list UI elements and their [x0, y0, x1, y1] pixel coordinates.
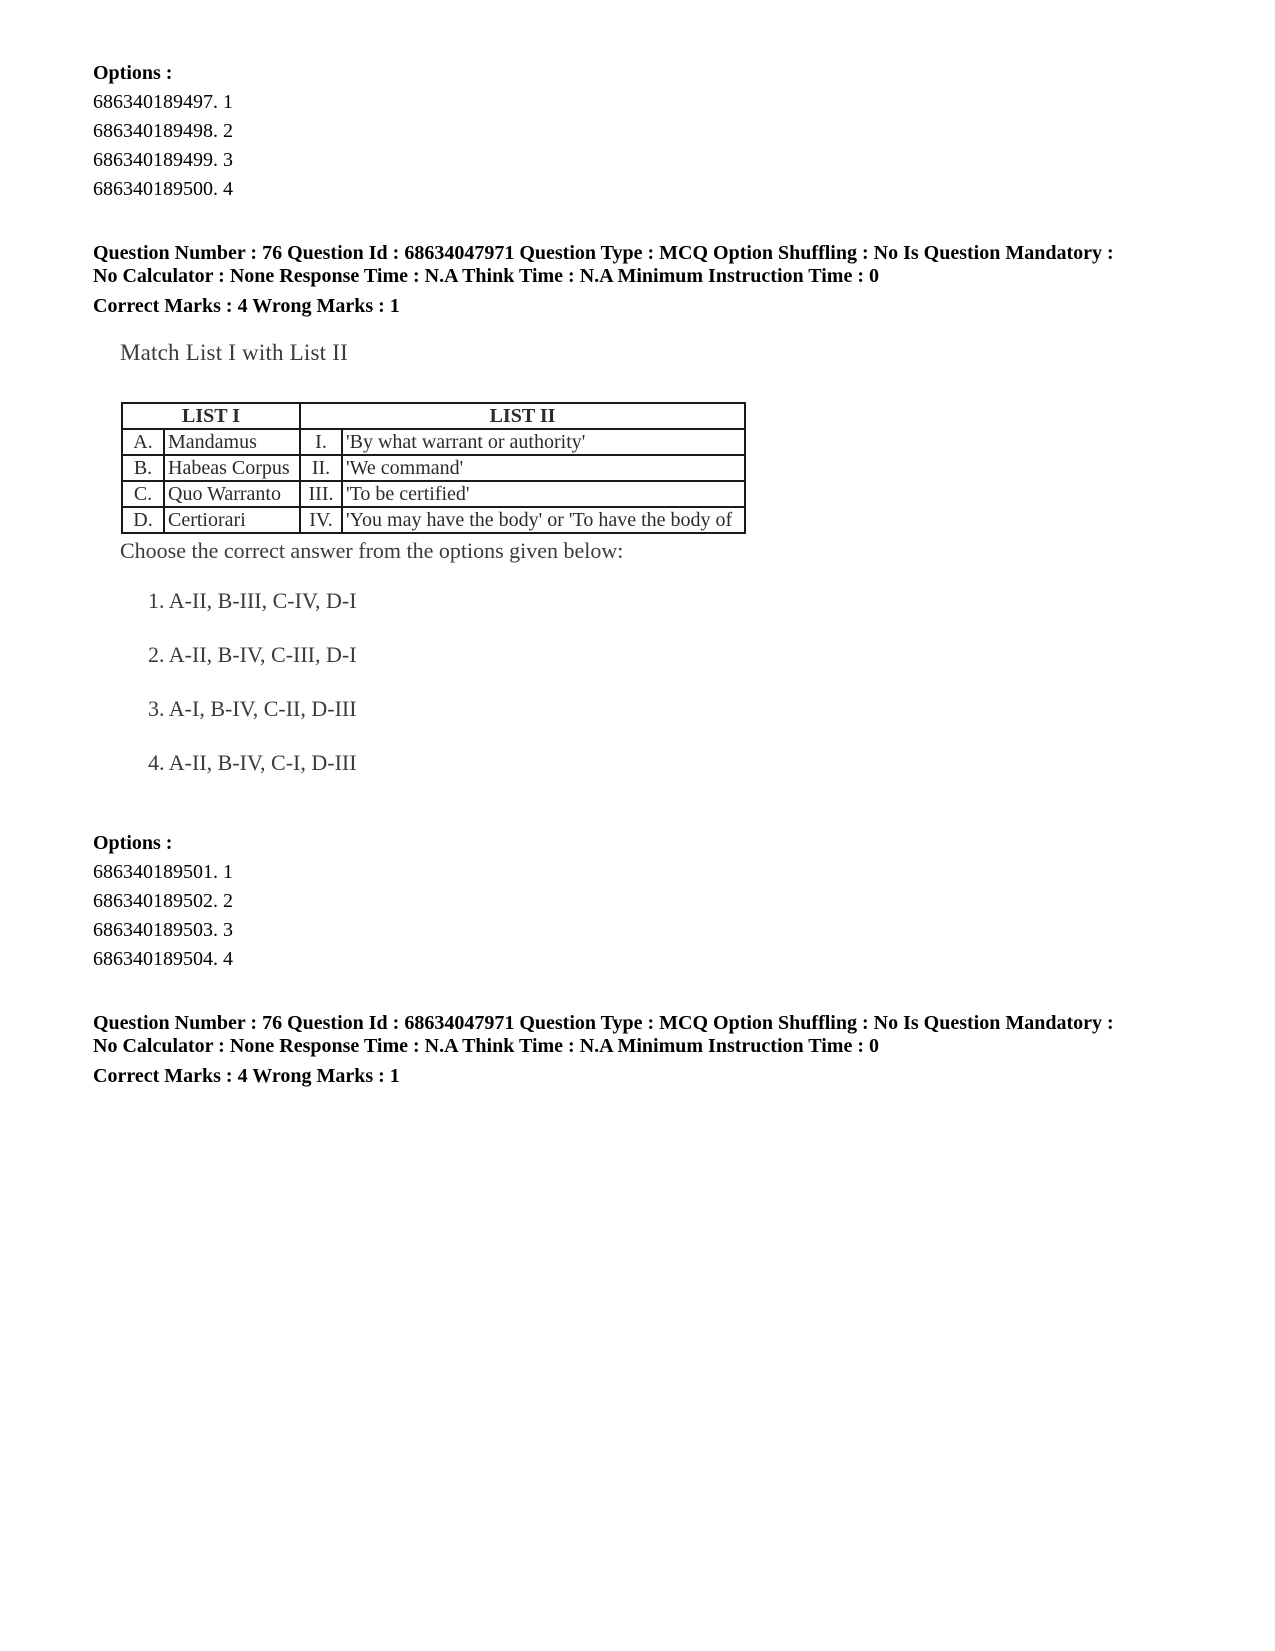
- list-2-item: 'You may have the body' or 'To have the body of: [342, 507, 745, 533]
- option-item: 686340189501. 1: [93, 861, 233, 883]
- previous-options-block: [93, 59, 1213, 204]
- question-prompt: Match List I with List II: [120, 340, 348, 365]
- next-question-header: [93, 1012, 1213, 1058]
- table-row: [122, 507, 745, 533]
- question-header: [93, 242, 1213, 288]
- answer-choice: 3. A-I, B-IV, C-II, D-III: [148, 696, 357, 721]
- option-item: 686340189503. 3: [93, 919, 233, 941]
- list-2-header: LIST II: [300, 403, 745, 429]
- question-options-block: [93, 829, 1213, 974]
- option-item: 686340189499. 3: [93, 149, 233, 171]
- question-image: [118, 340, 838, 810]
- answer-choice: 1. A-II, B-III, C-IV, D-I: [148, 588, 357, 613]
- question-meta-line-1: Question Number : 76 Question Id : 68634047971 Question Type : MCQ Option Shuffling : No Is Question Mandatory :: [93, 1012, 1114, 1034]
- row-letter: B.: [122, 455, 164, 481]
- list-1-item: Certiorari: [164, 507, 300, 533]
- option-item: 686340189504. 4: [93, 948, 233, 970]
- options-heading: Options :: [93, 62, 173, 84]
- list-1-item: Habeas Corpus: [164, 455, 300, 481]
- question-meta-line-2: No Calculator : None Response Time : N.A Think Time : N.A Minimum Instruction Time : 0: [93, 265, 879, 287]
- match-table: [121, 402, 746, 534]
- table-header-row: [122, 403, 745, 429]
- options-heading: Options :: [93, 832, 173, 854]
- table-row: [122, 429, 745, 455]
- row-roman: III.: [300, 481, 342, 507]
- list-1-item: Mandamus: [164, 429, 300, 455]
- list-2-item: 'To be certified': [342, 481, 745, 507]
- answer-choice: 2. A-II, B-IV, C-III, D-I: [148, 642, 357, 667]
- row-roman: II.: [300, 455, 342, 481]
- list-1-item: Quo Warranto: [164, 481, 300, 507]
- table-row: [122, 481, 745, 507]
- next-question-marks: [93, 1065, 1213, 1088]
- question-meta-line-2: No Calculator : None Response Time : N.A Think Time : N.A Minimum Instruction Time : 0: [93, 1035, 879, 1057]
- answer-choices: [148, 588, 357, 804]
- option-item: 686340189497. 1: [93, 91, 233, 113]
- row-letter: C.: [122, 481, 164, 507]
- option-item: 686340189500. 4: [93, 178, 233, 200]
- table-row: [122, 455, 745, 481]
- row-letter: A.: [122, 429, 164, 455]
- list-2-item: 'We command': [342, 455, 745, 481]
- row-roman: IV.: [300, 507, 342, 533]
- question-meta-line-1: Question Number : 76 Question Id : 68634047971 Question Type : MCQ Option Shuffling : No Is Question Mandatory :: [93, 242, 1114, 264]
- answer-choice: 4. A-II, B-IV, C-I, D-III: [148, 750, 357, 775]
- marks-text: Correct Marks : 4 Wrong Marks : 1: [93, 1065, 400, 1087]
- row-roman: I.: [300, 429, 342, 455]
- list-2-item: 'By what warrant or authority': [342, 429, 745, 455]
- question-marks: [93, 295, 1213, 318]
- list-1-header: LIST I: [122, 403, 300, 429]
- row-letter: D.: [122, 507, 164, 533]
- option-item: 686340189498. 2: [93, 120, 233, 142]
- choose-instruction: Choose the correct answer from the options given below:: [120, 538, 624, 563]
- marks-text: Correct Marks : 4 Wrong Marks : 1: [93, 295, 400, 317]
- option-item: 686340189502. 2: [93, 890, 233, 912]
